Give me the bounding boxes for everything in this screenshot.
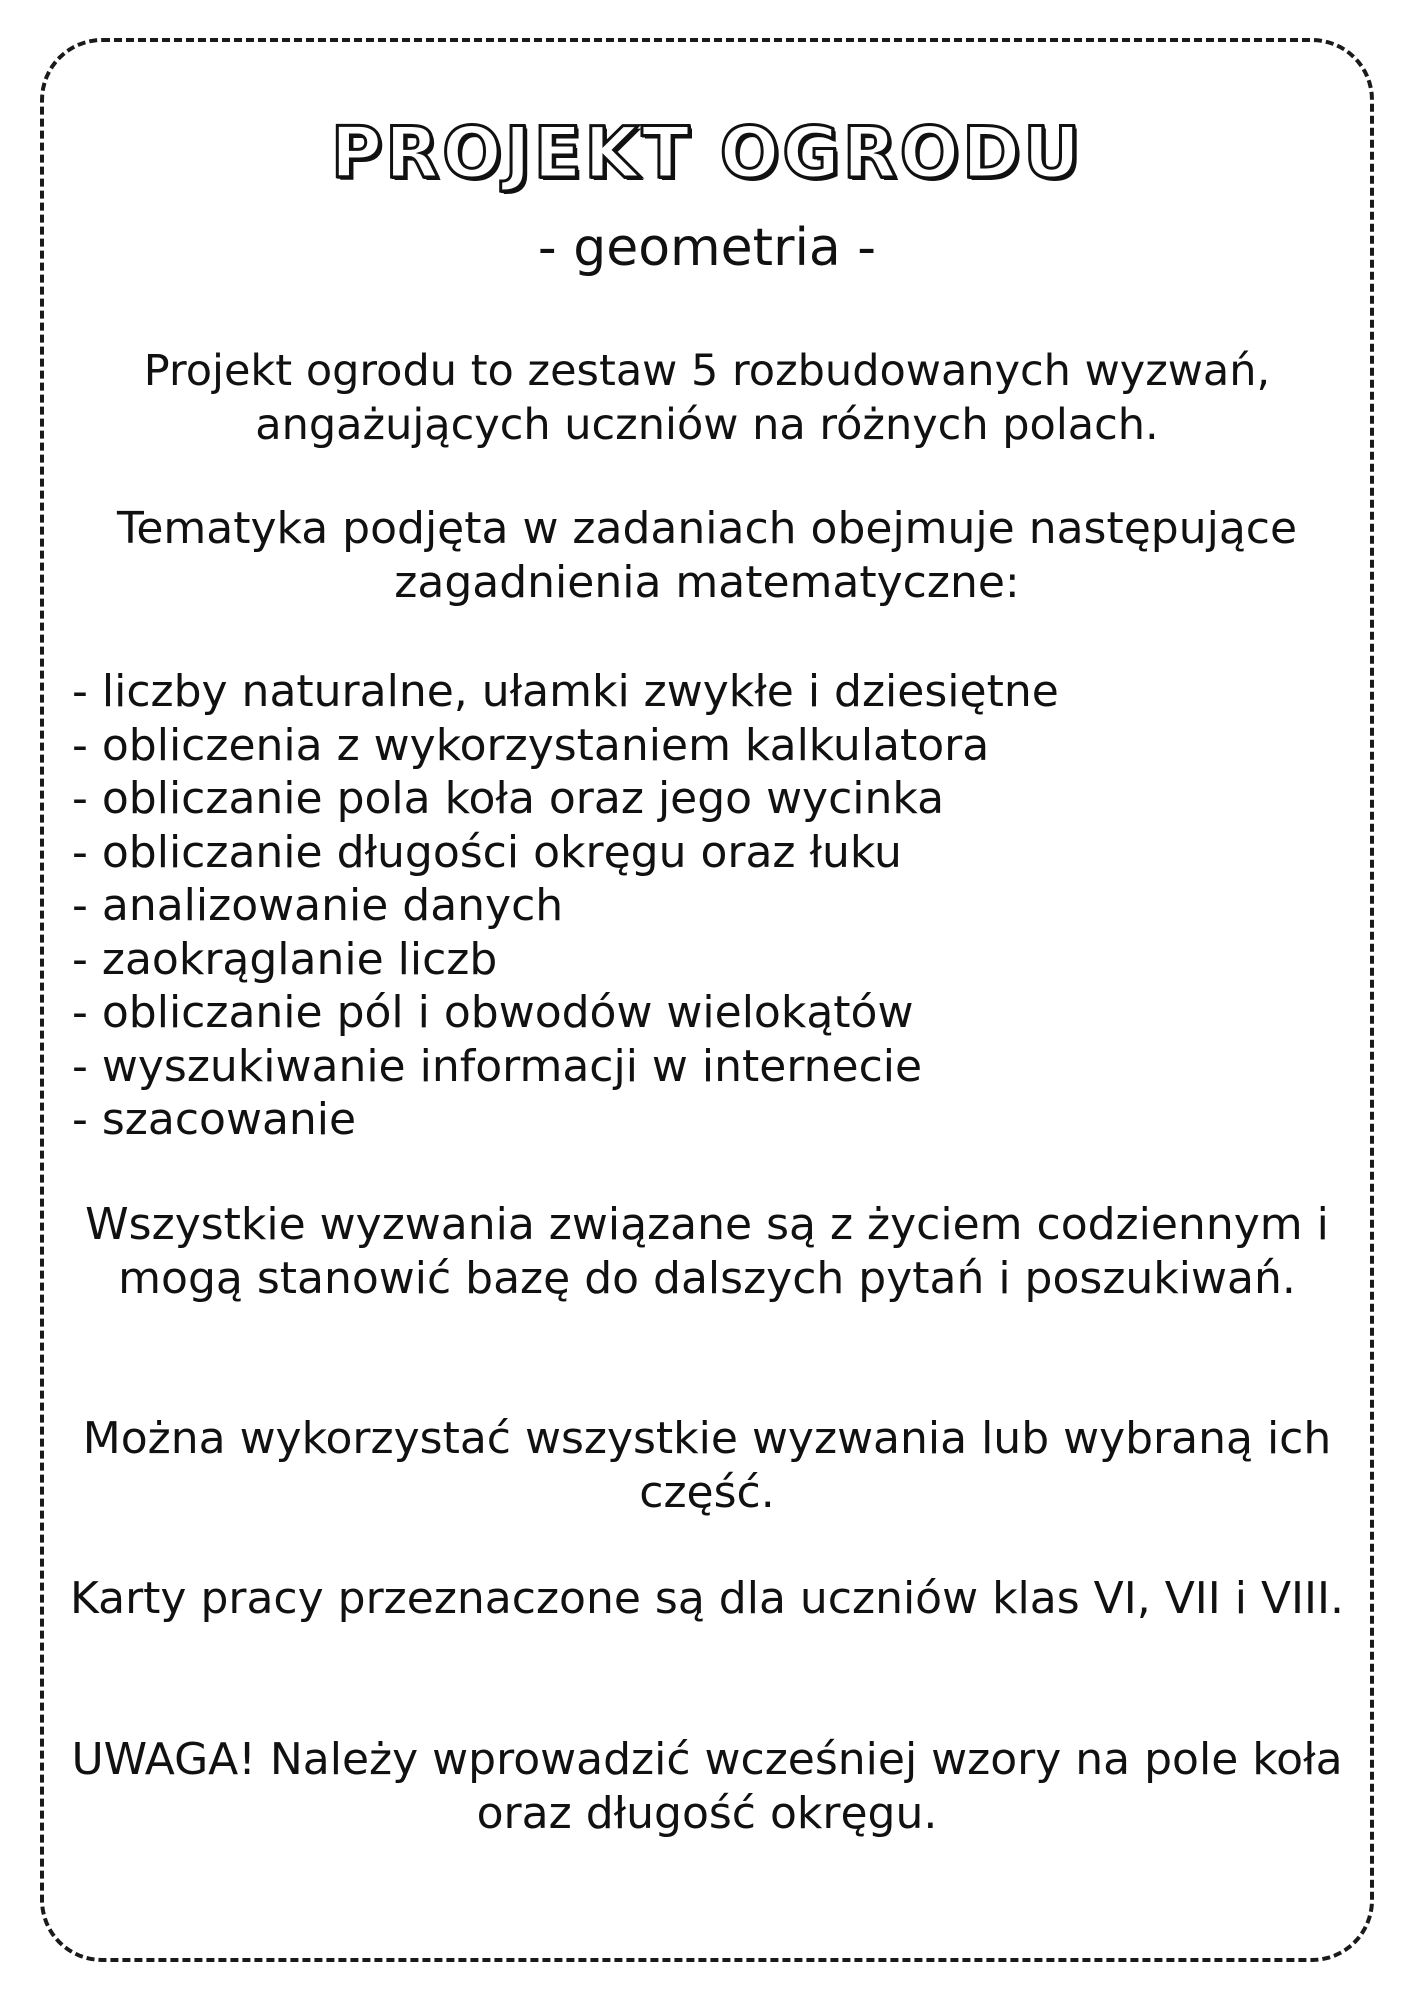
list-item: - obliczanie pól i obwodów wielokątów <box>72 987 914 1038</box>
page-title: PROJEKT OGRODU <box>330 112 1084 194</box>
topics-list <box>72 665 1272 1147</box>
list-item: - zaokrąglanie liczb <box>72 933 498 985</box>
intro-paragraph: Projekt ogrodu to zestaw 5 rozbudowanych wyzwań, angażujących uczniów na różnych polach. <box>143 346 1271 450</box>
list-item: - szacowanie <box>72 1094 357 1145</box>
classes-paragraph: Karty pracy przeznaczone są dla uczniów klas VI, VII i VIII. <box>70 1573 1344 1624</box>
list-item: - wyszukiwanie informacji w internecie <box>72 1040 923 1092</box>
list-item: - obliczenia z wykorzystaniem kalkulatora <box>72 719 990 771</box>
everyday-paragraph: Wszystkie wyzwania związane są z życiem codziennym i mogą stanowić bazę do dalszych pytań i poszukiwań. <box>85 1199 1329 1304</box>
usage-paragraph: Można wykorzystać wszystkie wyzwania lub wybraną ich część. <box>82 1413 1332 1518</box>
list-item: - liczby naturalne, ułamki zwykłe i dziesiętne <box>72 666 1059 717</box>
list-item: - analizowanie danych <box>72 880 564 931</box>
list-item: - obliczanie długości okręgu oraz łuku <box>72 826 902 878</box>
warning-paragraph: UWAGA! Należy wprowadzić wcześniej wzory na pole koła oraz długość okręgu. <box>71 1734 1343 1839</box>
list-item: - obliczanie pola koła oraz jego wycinka <box>72 773 945 824</box>
page-subtitle: - geometria - <box>537 218 877 278</box>
topics-intro-paragraph: Tematyka podjęta w zadaniach obejmuje następujące zagadnienia matematyczne: <box>116 503 1298 608</box>
